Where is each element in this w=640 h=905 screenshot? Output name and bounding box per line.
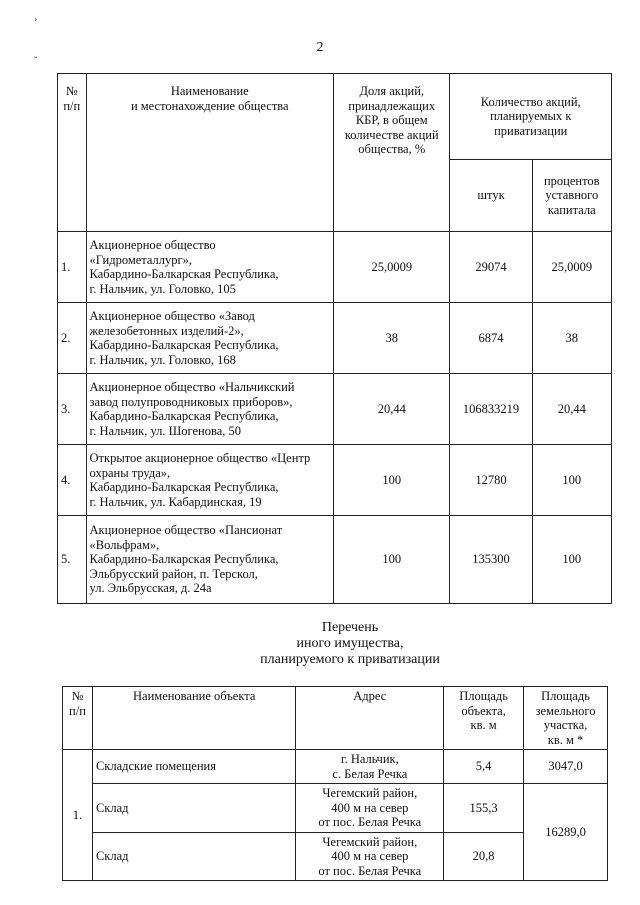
object-area: 5,4 <box>444 750 524 784</box>
company-name: Акционерное общество «Завод железобетонных изделий-2», Кабардино-Балкарская Республика, г. Нальчик, ул. Головко, 168 <box>86 303 334 374</box>
group-num: 1. <box>63 750 93 881</box>
table-row <box>63 750 608 784</box>
pieces-value: 106833219 <box>450 374 532 445</box>
page-number: 2 <box>316 40 324 55</box>
table-row <box>58 374 612 445</box>
pieces-value: 12780 <box>450 445 532 516</box>
percent-value: 38 <box>532 303 611 374</box>
row-num: 1. <box>58 232 87 303</box>
share-value: 100 <box>334 445 450 516</box>
object-area: 20,8 <box>444 832 524 881</box>
percent-value: 100 <box>532 445 611 516</box>
header-percent: процентов уставного капитала <box>532 160 611 232</box>
pieces-value: 6874 <box>450 303 532 374</box>
header-num: № п/п <box>63 687 93 750</box>
object-name: Склад <box>92 784 296 833</box>
row-num: 3. <box>58 374 87 445</box>
margin-mark-1: › <box>34 14 38 25</box>
header-share: Доля акций, принадлежащих КБР, в общем количестве акций общества, % <box>334 74 450 232</box>
table-row <box>58 303 612 374</box>
object-name: Склад <box>92 832 296 881</box>
table-row <box>58 516 612 604</box>
object-area: 155,3 <box>444 784 524 833</box>
section-title-line3: планируемого к приватизации <box>260 652 440 667</box>
company-name: Открытое акционерное общество «Центр охраны труда», Кабардино-Балкарская Республика, г. Нальчик, ул. Кабардинская, 19 <box>86 445 334 516</box>
share-value: 20,44 <box>334 374 450 445</box>
header-land-area: Площадь земельного участка, кв. м * <box>524 687 608 750</box>
object-address: г. Нальчик, с. Белая Речка <box>296 750 444 784</box>
row-num: 5. <box>58 516 87 604</box>
share-value: 38 <box>334 303 450 374</box>
section-title <box>160 620 540 668</box>
company-name: Акционерное общество «Пансионат «Вольфрам», Кабардино-Балкарская Республика, Эльбрусский район, п. Терскол, ул. Эльбрусская, д. 24а <box>86 516 334 604</box>
percent-value: 100 <box>532 516 611 604</box>
header-area: Площадь объекта, кв. м <box>444 687 524 750</box>
header-pieces: штук <box>450 160 532 232</box>
percent-value: 20,44 <box>532 374 611 445</box>
table-row <box>63 784 608 833</box>
header-object-name: Наименование объекта <box>92 687 296 750</box>
object-address: Чегемский район, 400 м на север от пос. Белая Речка <box>296 832 444 881</box>
property-table <box>62 686 608 881</box>
share-value: 100 <box>334 516 450 604</box>
header-num: № п/п <box>58 74 87 232</box>
table-row <box>58 232 612 303</box>
object-address: Чегемский район, 400 м на север от пос. Белая Речка <box>296 784 444 833</box>
section-title-line2: иного имущества, <box>296 636 404 651</box>
header-planned: Количество акций, планируемых к приватизации <box>450 74 612 160</box>
land-area: 16289,0 <box>524 784 608 881</box>
pieces-value: 135300 <box>450 516 532 604</box>
share-value: 25,0009 <box>334 232 450 303</box>
header-address: Адрес <box>296 687 444 750</box>
company-name: Акционерное общество «Нальчикский завод полупроводниковых приборов», Кабардино-Балкарская Республика, г. Нальчик, ул. Шогенова, 50 <box>86 374 334 445</box>
companies-table <box>57 73 612 604</box>
table-row <box>58 445 612 516</box>
margin-mark-2: ˇ <box>34 56 38 67</box>
company-name: Акционерное общество «Гидрометаллург», Кабардино-Балкарская Республика, г. Нальчик, ул. Головко, 105 <box>86 232 334 303</box>
section-title-line1: Перечень <box>321 620 379 635</box>
object-name: Складские помещения <box>92 750 296 784</box>
row-num: 2. <box>58 303 87 374</box>
percent-value: 25,0009 <box>532 232 611 303</box>
row-num: 4. <box>58 445 87 516</box>
header-name: Наименование и местонахождение общества <box>86 74 334 232</box>
land-area: 3047,0 <box>524 750 608 784</box>
pieces-value: 29074 <box>450 232 532 303</box>
